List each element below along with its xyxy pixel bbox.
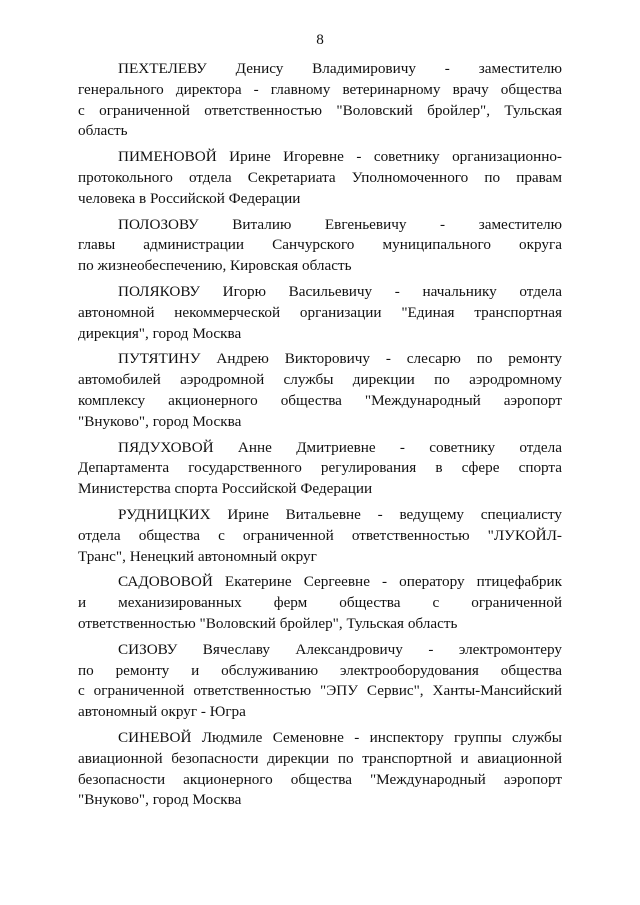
entry-first-line: ПОЛЯКОВУ Игорю Васильевичу - начальнику отдела xyxy=(118,282,562,300)
award-entry xyxy=(78,349,562,432)
entry-first-line: СИНЕВОЙ Людмиле Семеновне - инспектору группы службы xyxy=(118,728,562,746)
entry-line: автомобилей аэродромной службы дирекции по аэродромному xyxy=(78,371,562,389)
entry-line: с ограниченной ответственностью "Воловский бройлер", Тульская xyxy=(78,101,562,119)
award-entry xyxy=(78,282,562,344)
entry-first-line: СИЗОВУ Вячеславу Александровичу - электромонтеру xyxy=(118,640,562,658)
entry-line: "Внуково", город Москва xyxy=(78,791,242,809)
award-entry xyxy=(78,505,562,567)
entry-line: по ремонту и обслуживанию электрооборудования общества xyxy=(78,661,562,679)
award-entry xyxy=(78,215,562,277)
entry-line: Министерства спорта Российской Федерации xyxy=(78,480,373,498)
entry-line: по жизнеобеспечению, Кировская область xyxy=(78,257,352,275)
entry-first-line: ПИМЕНОВОЙ Ирине Игоревне - советнику организационно- xyxy=(118,148,562,166)
entry-line: комплексу акционерного общества "Международный аэропорт xyxy=(78,391,562,409)
entry-first-line: ПЕХТЕЛЕВУ Денису Владимировичу - заместителю xyxy=(118,60,562,77)
award-entry xyxy=(78,728,562,811)
entry-line: дирекция", город Москва xyxy=(78,324,242,342)
award-entry xyxy=(78,147,562,209)
entry-line: отдела общества с ограниченной ответственностью "ЛУКОЙЛ- xyxy=(78,526,562,544)
entry-line: главы администрации Санчурского муниципального округа xyxy=(78,236,562,254)
entry-first-line: ПЯДУХОВОЙ Анне Дмитриевне - советнику отдела xyxy=(118,438,562,456)
award-entry xyxy=(78,640,562,723)
entry-first-line: РУДНИЦКИХ Ирине Витальевне - ведущему специалисту xyxy=(118,505,562,523)
entry-line: и механизированных ферм общества с ограниченной xyxy=(78,594,562,612)
entry-line: автономный округ - Югра xyxy=(78,703,246,721)
award-list xyxy=(78,59,562,816)
entry-line: с ограниченной ответственностью "ЭПУ Сервис", Ханты-Мансийский xyxy=(78,682,562,700)
entry-line: автономной некоммерческой организации "Единая транспортная xyxy=(78,303,562,321)
entry-line: Транс", Ненецкий автономный округ xyxy=(78,547,317,565)
entry-line: "Внуково", город Москва xyxy=(78,412,242,430)
entry-first-line: ПОЛОЗОВУ Виталию Евгеньевичу - заместителю xyxy=(118,215,562,233)
entry-line: безопасности акционерного общества "Международный аэропорт xyxy=(78,770,562,788)
award-entry xyxy=(78,59,562,142)
award-entry xyxy=(78,572,562,634)
entry-line: генерального директора - главному ветеринарному врачу общества xyxy=(78,80,562,98)
entry-line: Департамента государственного регулирования в сфере спорта xyxy=(78,459,562,477)
page-number: 8 xyxy=(316,31,324,48)
entry-line: область xyxy=(78,122,128,140)
entry-line: ответственностью "Воловский бройлер", Тульская область xyxy=(78,614,458,632)
entry-first-line: ПУТЯТИНУ Андрею Викторовичу - слесарю по ремонту xyxy=(118,350,562,368)
entry-line: человека в Российской Федерации xyxy=(78,189,301,207)
entry-line: авиационной безопасности дирекции по транспортной и авиационной xyxy=(78,749,562,767)
entry-first-line: САДОВОВОЙ Екатерине Сергеевне - оператору птицефабрик xyxy=(118,573,562,591)
award-entry xyxy=(78,438,562,500)
entry-line: протокольного отдела Секретариата Уполномоченного по правам xyxy=(78,168,562,186)
